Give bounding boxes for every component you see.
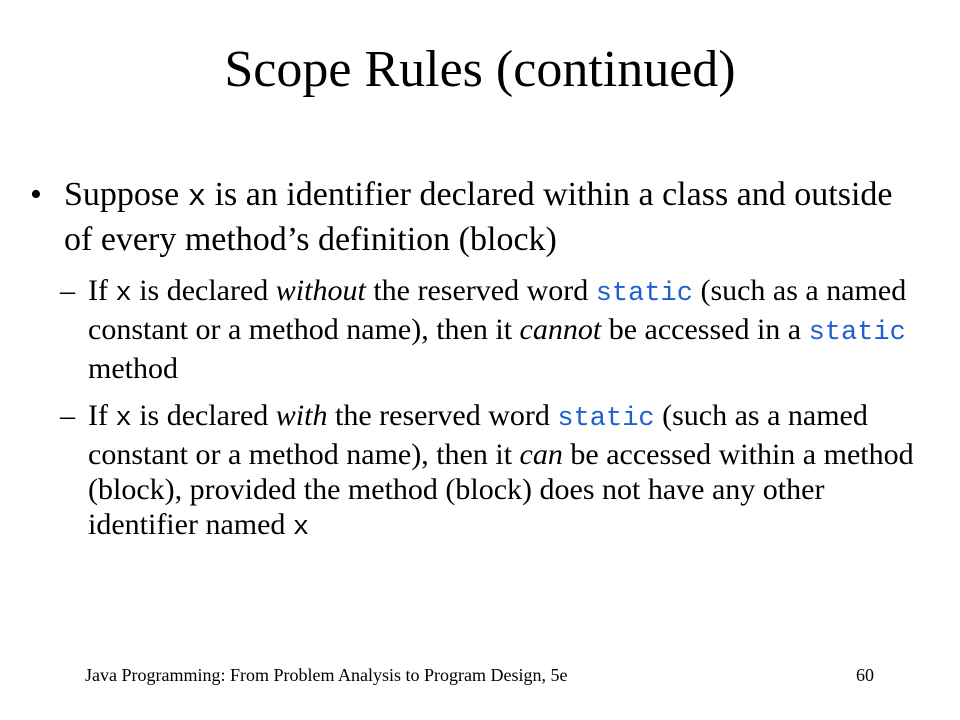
code-identifier-x: x bbox=[292, 513, 310, 543]
subbullet-text-part: method bbox=[88, 352, 178, 385]
code-identifier-x: x bbox=[187, 181, 207, 215]
subbullet-text-part: be accessed in a bbox=[601, 313, 809, 346]
subbullet-text-part: be accessed within a method (block), provided the method (block) does not have any other identifier named bbox=[88, 438, 914, 541]
bullet-item bbox=[22, 174, 922, 261]
emphasis-text: without bbox=[275, 274, 366, 307]
keyword-static: static bbox=[808, 318, 906, 348]
subbullet-marker: – bbox=[60, 399, 75, 432]
bullet-marker: • bbox=[30, 176, 42, 213]
subbullet-text-part: If bbox=[88, 399, 116, 432]
emphasis-text: cannot bbox=[519, 313, 602, 346]
footer-book-title: Java Programming: From Problem Analysis to Program Design, 5e bbox=[85, 665, 568, 685]
subbullet-marker: – bbox=[60, 274, 75, 307]
emphasis-text: can bbox=[519, 438, 563, 471]
subbullet-text-part: is declared bbox=[131, 274, 276, 307]
bullet-list bbox=[22, 174, 922, 546]
subbullet-text-part: (such as a named constant or a method name), then it bbox=[88, 399, 868, 471]
subbullet-text-part: the reserved word bbox=[365, 274, 596, 307]
keyword-static: static bbox=[557, 404, 655, 434]
bullet-text-part: Suppose bbox=[64, 176, 188, 213]
subbullet-text-part: is declared bbox=[131, 399, 276, 432]
subbullet-item-with-static bbox=[22, 398, 922, 546]
footer-page-number: 60 bbox=[856, 665, 874, 685]
subbullet-item-without-static bbox=[22, 273, 922, 386]
code-identifier-x: x bbox=[115, 404, 132, 434]
code-identifier-x: x bbox=[115, 279, 132, 309]
keyword-static: static bbox=[595, 279, 693, 309]
slide-title: Scope Rules (continued) bbox=[224, 41, 736, 98]
subbullet-text-part: If bbox=[88, 274, 116, 307]
bullet-text-part: is an identifier declared within a class and outside of every method’s definition (block) bbox=[64, 176, 893, 258]
subbullet-text-part: (such as a named constant or a method name), then it bbox=[88, 274, 907, 346]
subbullet-text-part: the reserved word bbox=[327, 399, 558, 432]
emphasis-text: with bbox=[275, 399, 328, 432]
